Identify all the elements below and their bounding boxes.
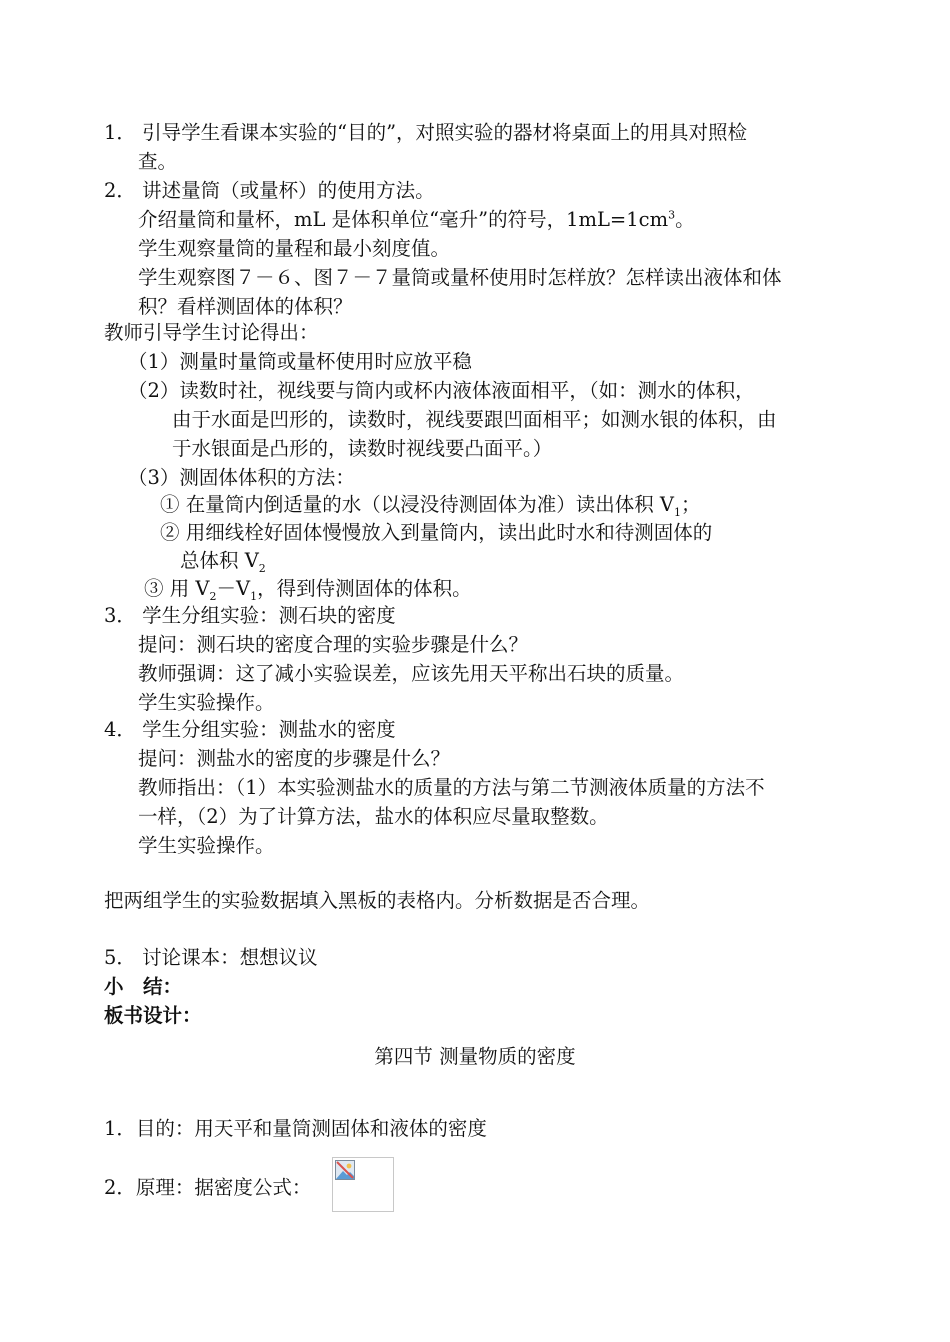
discussion-point-1: （1）测量时量筒或量杯使用时应放平稳 — [128, 350, 472, 373]
item-4-teacher-note-line-2: 一样，（2）为了计算方法，盐水的体积应尽量取整数。 — [138, 805, 609, 828]
discussion-point-3: （3）测固体体积的方法： — [128, 466, 355, 489]
fill-data-note: 把两组学生的实验数据填入黑板的表格内。分析数据是否合理。 — [104, 889, 651, 912]
method-step-3: ③ 用 $V_2-V_1$，得到侍测固体的体积。 — [144, 577, 472, 603]
item-4-heading: 4． 学生分组实验：测盐水的密度 — [104, 718, 396, 741]
board-design-heading: 板书设计： — [104, 1004, 202, 1027]
method-step-2-line-2: 总体积 $V_2$ — [180, 549, 266, 575]
discussion-point-2-line-3: 于水银面是凸形的，读数时视线要凸面平。） — [172, 437, 553, 460]
item-4-operation: 学生实验操作。 — [138, 834, 275, 857]
item-5-heading: 5． 讨论课本：想想议议 — [104, 946, 318, 969]
item-1-line-1: 1． 引导学生看课本实验的“目的”，对照实验的器材将桌面上的用具对照检 — [104, 121, 748, 144]
discussion-title: 教师引导学生讨论得出： — [104, 321, 319, 344]
item-3-heading: 3． 学生分组实验：测石块的密度 — [104, 604, 396, 627]
discussion-point-2-line-2: 由于水面是凹形的，读数时，视线要跟凹面相平；如测水银的体积，由 — [172, 408, 777, 431]
board-item-2: 2．原理：据密度公式： — [104, 1176, 312, 1199]
discussion-point-2-line-1: （2）读数时社，视线要与筒内或杯内液体液面相平，（如：测水的体积， — [128, 379, 755, 402]
summary-heading: 小 结： — [104, 975, 183, 998]
item-3-teacher-note: 教师强调：这了减小实验误差，应该先用天平称出石块的质量。 — [138, 662, 685, 685]
item-3-question: 提问：测石块的密度合理的实验步骤是什么？ — [138, 633, 529, 656]
method-step-1: ① 在量筒内倒适量的水（以浸没待测固体为准）读出体积 $V_1$； — [160, 493, 701, 519]
item-3-operation: 学生实验操作。 — [138, 691, 275, 714]
board-item-1: 1．目的：用天平和量筒测固体和液体的密度 — [104, 1117, 487, 1140]
broken-image-icon — [335, 1160, 355, 1180]
item-4-question: 提问：测盐水的密度的步骤是什么？ — [138, 747, 451, 770]
item-2-heading: 2． 讲述量筒（或量杯）的使用方法。 — [104, 179, 435, 202]
item-2-observe-1: 学生观察量筒的量程和最小刻度值。 — [138, 237, 451, 260]
method-step-2-line-1: ② 用细线栓好固体慢慢放入到量筒内，读出此时水和待测固体的 — [160, 521, 713, 544]
item-2-intro: 介绍量筒和量杯，mL 是体积单位“毫升”的符号，$1mL=1cm^3$。 — [138, 208, 695, 231]
item-4-teacher-note-line-1: 教师指出：（1）本实验测盐水的质量的方法与第二节测液体质量的方法不 — [138, 776, 765, 799]
board-title: 第四节 测量物质的密度 — [374, 1045, 576, 1068]
item-2-observe-2-line-2: 积？看样测固体的体积？ — [138, 295, 353, 318]
item-2-observe-2-line-1: 学生观察图７－６、图７－７量筒或量杯使用时怎样放？怎样读出液体和体 — [138, 266, 782, 289]
item-1-line-2: 查。 — [138, 150, 178, 173]
density-formula-image — [332, 1157, 394, 1212]
